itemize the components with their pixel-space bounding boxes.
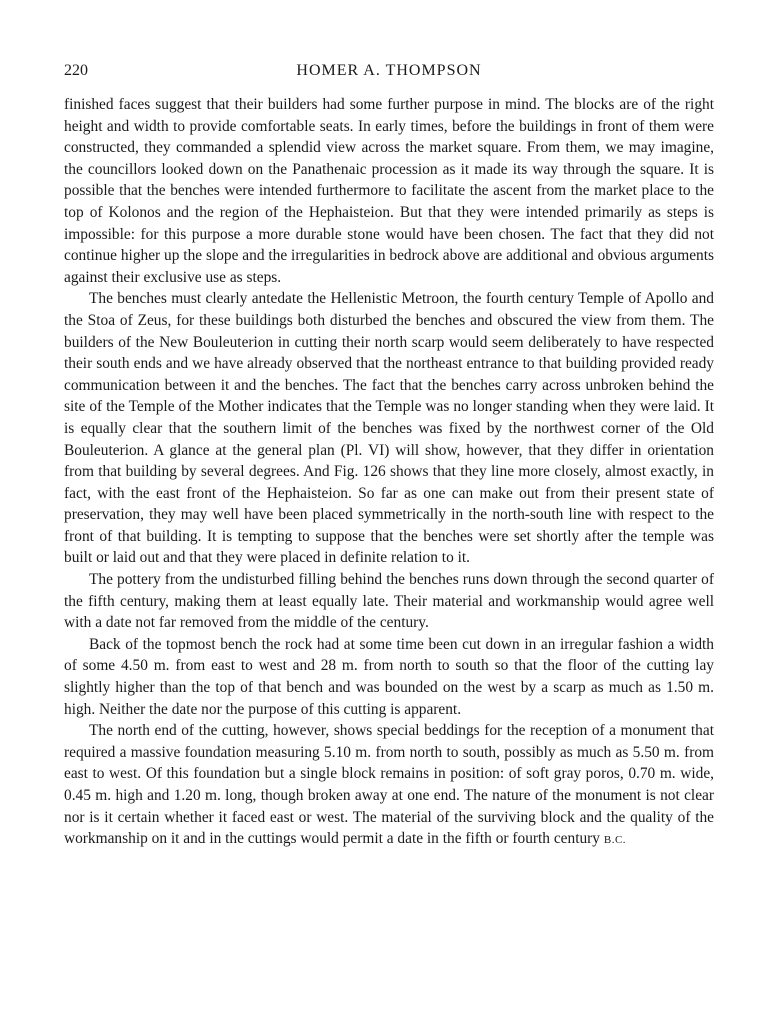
paragraph: Back of the topmost bench the rock had at some time been cut down in an irregular fashion a width of some 4.50 m. from east to west and 28 m. from north to south so that the floor of the cutting lay slightly higher than the top of that bench and was bounded on the west by a scarp as much as 1.50 m. high. Neither the date nor the purpose of this cutting is apparent. [64, 635, 714, 718]
running-head: HOMER A. THOMPSON [296, 62, 482, 79]
paragraph [64, 720, 714, 852]
page [64, 58, 714, 852]
paragraph: The benches must clearly antedate the Hellenistic Metroon, the fourth century Temple of Apollo and the Stoa of Zeus, for these buildings both disturbed the benches and obscured the view from them. The builders of the New Bouleuterion in cutting their north scarp would seem deliberately to have respected their south ends and we have already observed that the northeast entrance to that building provided ready communication between it and the benches. The fact that the benches carry across unbroken behind the site of the Temple of the Mother indicates that the Temple was no longer standing when they were laid. It is equally clear that the southern limit of the benches was fixed by the northwest corner of the Old Bouleuterion. A glance at the general plan (Pl. VI) will show, however, that they differ in orientation from that building by several degrees. And Fig. 126 shows that they line more closely, almost exactly, in fact, with the east front of the Hephaisteion. So far as one can make out from their present state of preservation, they may well have been placed symmetrically in the north-south line with respect to the front of that building. It is tempting to suppose that the benches were set shortly after the temple was built or laid out and that they were placed in definite relation to it. [64, 290, 714, 567]
page-header [64, 58, 714, 84]
body-text [64, 94, 714, 852]
paragraph-text: The north end of the cutting, however, shows special beddings for the reception of a monument that required a massive foundation measuring 5.10 m. from north to south, possibly as much as 5.50 m. from east to west. Of this foundation but a single block remains in position: of soft gray poros, 0.70 m. wide, 0.45 m. high and 1.20 m. long, though broken away at one end. The nature of the monument is not clear nor is it certain whether it faced east or west. The material of the surviving block and the quality of the workmanship on it and in the cuttings would permit a date in the fifth or fourth century [64, 722, 714, 848]
page-number: 220 [64, 62, 88, 79]
paragraph: The pottery from the undisturbed filling behind the benches runs down through the second quarter of the fifth century, making them at least equally late. Their material and workmanship would agree well with a date not far removed from the middle of the century. [64, 571, 714, 632]
era-abbreviation: B.C. [603, 834, 627, 847]
paragraph: finished faces suggest that their builders had some further purpose in mind. The blocks are of the right height and width to provide comfortable seats. In early times, before the buildings in front of them were constructed, they commanded a splendid view across the market square. From them, we may imagine, the councillors looked down on the Panathenaic procession as it made its way through the square. It is possible that the benches were intended furthermore to facilitate the ascent from the market place to the top of Kolonos and the region of the Hephaisteion. But that they were intended primarily as steps is impossible: for this purpose a more durable stone would have been chosen. The fact that they did not continue higher up the slope and the irregularities in bedrock above are additional and obvious arguments against their exclusive use as steps. [64, 96, 714, 286]
